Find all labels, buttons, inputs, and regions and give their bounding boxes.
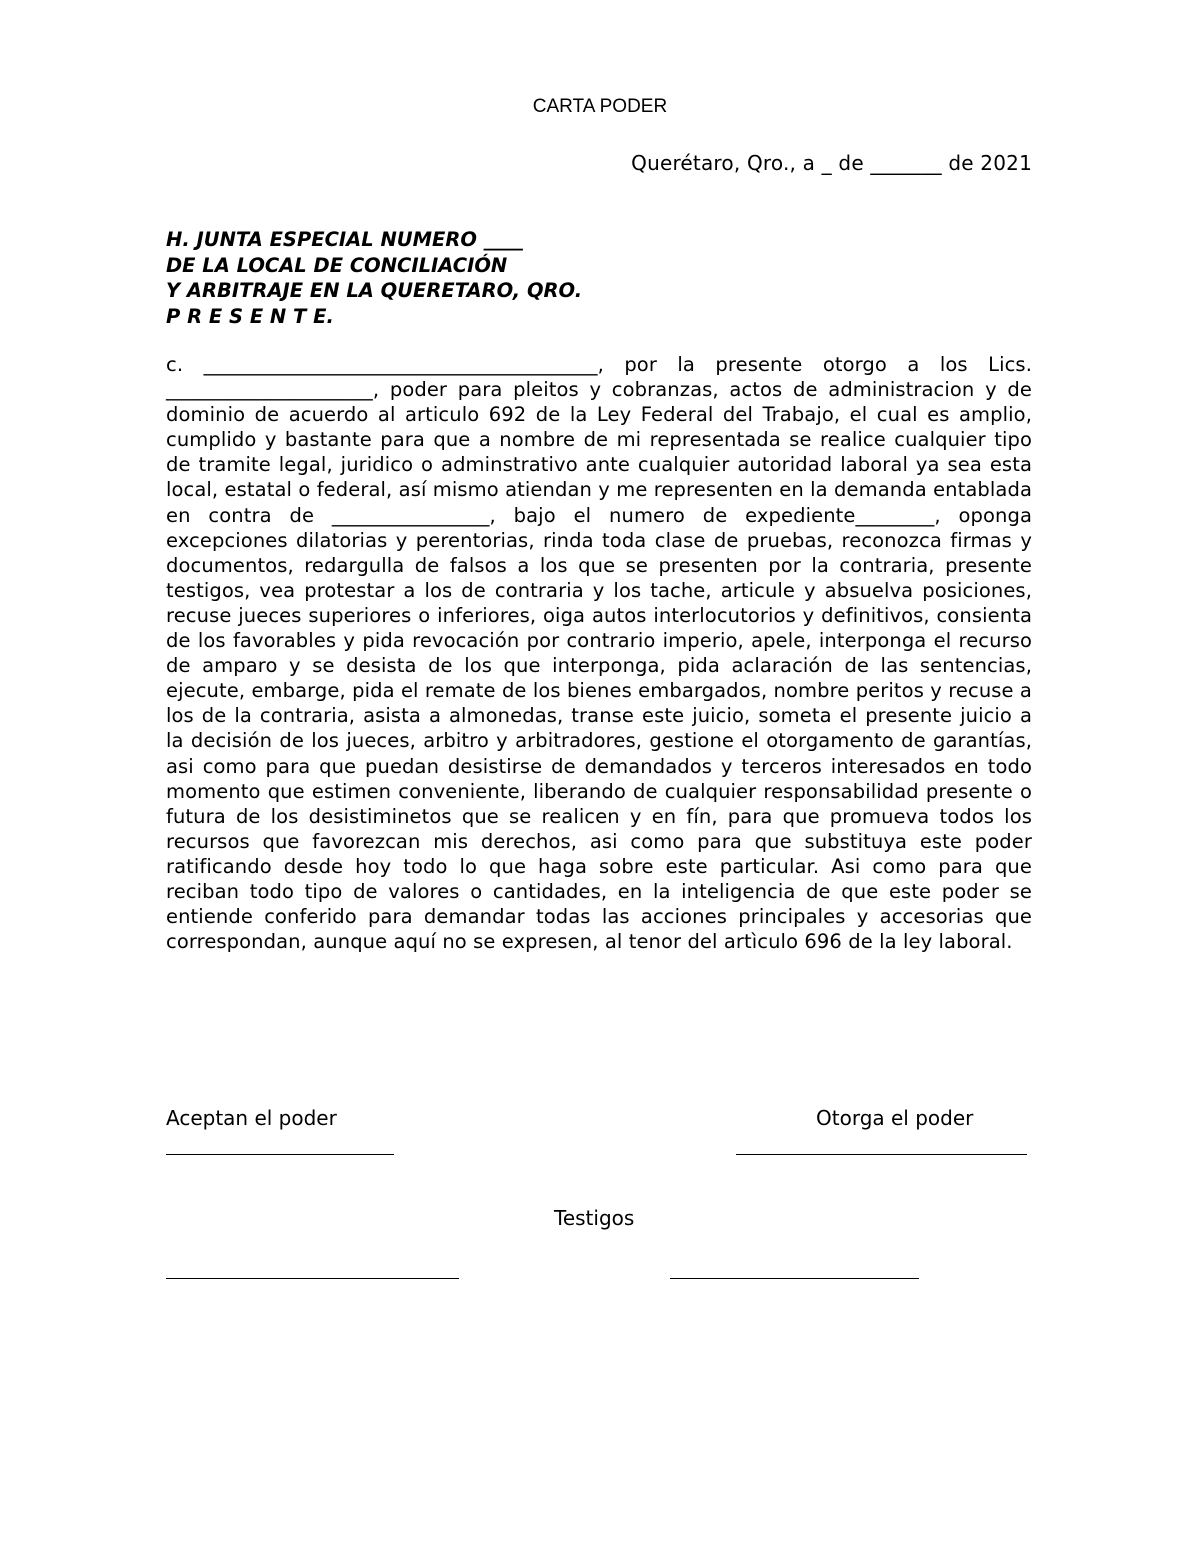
witnesses-label: Testigos xyxy=(554,1206,635,1230)
addressee-line-3: Y ARBITRAJE EN LA QUERETARO, QRO. xyxy=(166,279,583,302)
addressee-block xyxy=(166,227,866,329)
date-line: Querétaro, Qro., a _ de _______ de 2021 xyxy=(631,151,1032,175)
body-paragraph: c. ________________________________________, por la presente otorgo a los Lics. _____________________, poder para pleitos y cobranzas, actos de administracion y de dominio de acuerdo al articulo 692 de la Ley Federal del Trabajo, el cual es amplio, cumplido y bastante para que a nombre de mi representada se realice cualquier tipo de tramite legal, juridico o adminstrativo ante cualquier autoridad laboral ya sea esta local, estatal o federal, así mismo atiendan y me representen en la demanda entablada en contra de ________________, bajo el numero de expediente________, oponga excepciones dilatorias y perentorias, rinda toda clase de pruebas, reconozca firmas y documentos, redargulla de falsos a los que se presenten por la contraria, presente testigos, vea protestar a los de contraria y los tache, articule y absuelva posiciones, recuse jueces superiores o inferiores, oiga autos interlocutorios y definitivos, consienta de los favorables y pida revocación por contrario imperio, apele, interponga el recurso de amparo y se desista de los que interponga, pida aclaración de las sentencias, ejecute, embarge, pida el remate de los bienes embargados, nombre peritos y recuse a los de la contraria, asista a almonedas, transe este juicio, someta el presente juicio a la decisión de los jueces, arbitro y arbitradores, gestione el otorgamento de garantías, asi como para que puedan desistirse de demandados y terceros interesados en todo momento que estimen conveniente, liberando de cualquier responsabilidad presente o futura de los desistiminetos que se realicen y en fín, para que promueva todos los recursos que favorezcan mis derechos, asi como para que substituya este poder ratificando desde hoy todo lo que haga sobre este particular. Asi como para que reciban todo tipo de valores o cantidades, en la inteligencia de que este poder se entiende conferido para demandar todas las acciones principales y accesorias que correspondan, aunque aquí no se expresen, al tenor del artìculo 696 de la ley laboral. xyxy=(166,353,1032,954)
grant-signature-line xyxy=(736,1154,1027,1155)
document-title: CARTA PODER xyxy=(532,96,668,117)
accept-power-label: Aceptan el poder xyxy=(166,1106,337,1130)
witness-1-signature-line xyxy=(166,1278,459,1279)
addressee-line-2: DE LA LOCAL DE CONCILIACIÓN xyxy=(166,253,508,277)
addressee-line-4: P R E S E N T E. xyxy=(166,304,334,328)
accept-signature-line xyxy=(166,1154,394,1155)
addressee-line-1: H. JUNTA ESPECIAL NUMERO ____ xyxy=(166,228,523,251)
witness-2-signature-line xyxy=(670,1278,919,1279)
grant-power-label: Otorga el poder xyxy=(816,1106,974,1130)
